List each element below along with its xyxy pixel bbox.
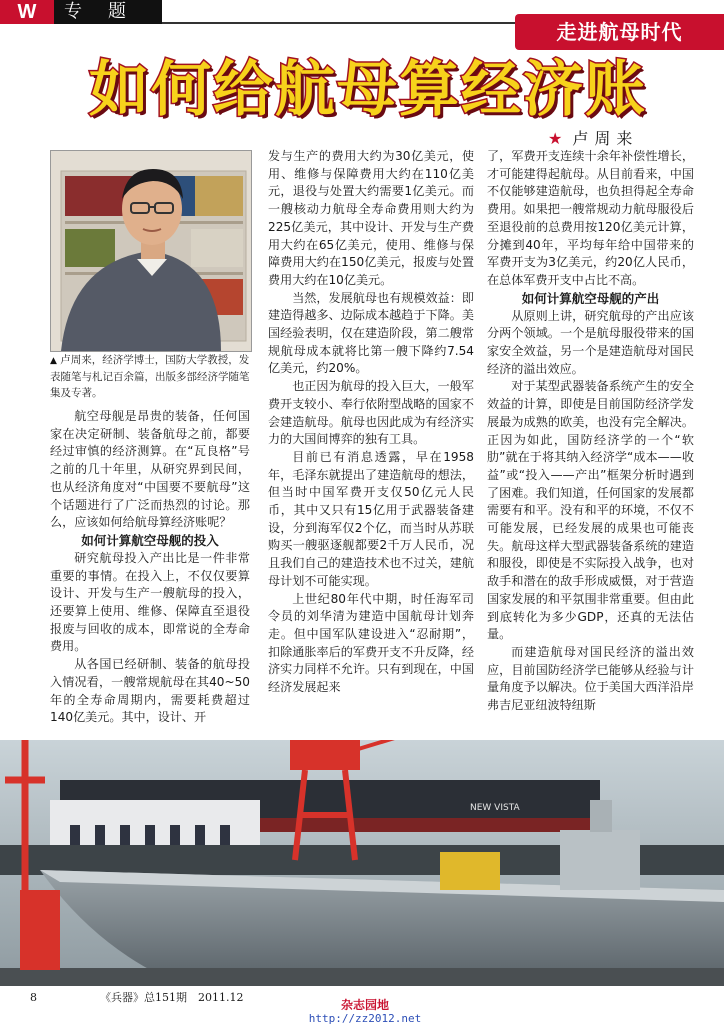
paragraph: 从原则上讲，研究航母的产出应该分两个领域。一个是航母服役带来的国家安全效益，另一个是建造航母对国民经济的溢出效应。 <box>487 308 694 376</box>
paragraph: 发与生产的费用大约为30亿美元，使用、维修与保障费用大约在110亿美元，退役与处置大约需要1亿美元。而一艘核动力航母全寿命费用则大约为225亿美元，其中设计、开发与生产费用大约在65亿美元，使用、维修与保障费用大约在150亿美元，报废与处置费用大约在10亿美元。 <box>268 149 474 287</box>
watermark-url[interactable]: http://zz2012.net <box>308 1012 422 1025</box>
author-photo <box>50 150 252 352</box>
paragraph: 目前已有消息透露，早在1958年，毛泽东就提出了建造航母的想法，但当时中国军费开支仅50亿元人民币，其中又只有15亿用于武器装备建设，分到海军仅2个亿，而当时从苏联购买一艘驱逐舰都要2千万人民币，况且我们自己的建造技术也不过关，建航母计划不可能实现。 <box>268 449 474 588</box>
watermark-name: 杂志园地 <box>340 998 389 1012</box>
paragraph: 了，军费开支连续十余年补偿性增长，才可能建得起航母。从目前看来，中国不仅能够建造航母，也负担得起全寿命费用。如果把一艘常规动力航母服役后至退役前的总费用按120亿美元计算，分摊到40年，平均每年给中国带来的军费开支为3亿美元，约20亿人民币，在总体军费开支中占比不高。 <box>487 149 694 287</box>
section-tag-label: 专题 <box>54 0 162 24</box>
article-title: 如何给航母算经济账 <box>89 55 647 125</box>
paragraph: 航空母舰是昂贵的装备，任何国家在决定研制、装备航母之前，都要经过审慎的经济测算。在“瓦良格”号之前的几十年里，从研究界到民间，也从经济角度对“中国要不要航母”这个话题进行了广泛而热烈的讨论。那么，应该如何给航母算经济账呢？ <box>50 409 250 530</box>
column-3 <box>487 148 694 715</box>
star-icon: ★ <box>548 129 563 148</box>
paragraph: 从各国已经研制、装备的航母投入情况看，一艘常规航母在其40~50年的全寿命周期内，需要耗费超过140亿美元。其中，设计、开 <box>50 657 250 725</box>
subheading-input: 如何计算航空母舰的投入 <box>81 532 219 548</box>
ship-hull-text: NEW VISTA <box>470 803 520 813</box>
carrier-photo-illustration <box>0 740 724 986</box>
author-photo-illustration <box>51 151 251 351</box>
watermark <box>300 998 430 1026</box>
paragraph: 当然，发展航母也有规模效益：即建造得越多、边际成本越趋于下降。美国经验表明，仅在建造阶段，第二艘常规航母成本就将比第一艘下降约7.54亿美元，约20%。 <box>268 290 474 376</box>
photo-caption <box>50 352 255 402</box>
paragraph: 对于某型武器装备系统产生的安全效益的计算，即使是目前国防经济学发展最为成熟的欧美，也没有完全解决。正因为如此，国防经济学的一个“软肋”就在于将其纳入经济学“成本——收益”或“投入——产出”框架分析时遇到了困难。我们知道，任何国家的发展都需要有和平。没有和平的环境，不仅不可能发展，已经发展的成果也可能丧失。航母这样大型武器装备系统的建造和服役，即使是不实际投入战争，也对敌手和潜在的敌手形成威慑，对于营造国家发展的和平氛围非常重要。但由此到底转化为多少GDP，还真的无法估量。 <box>487 379 694 642</box>
series-banner: 走进航母时代 <box>515 14 724 50</box>
column-1 <box>50 408 250 727</box>
paragraph: 也正因为航母的投入巨大，一般军费开支较小、奉行依附型战略的国家不会建造航母。航母也因此成为有经济实力的大国间博弈的独有工具。 <box>268 379 474 447</box>
subheading-output: 如何计算航空母舰的产出 <box>521 290 660 306</box>
triangle-icon: ▲ <box>50 356 57 366</box>
issue-info: 《兵器》总151期 2011.12 <box>100 991 244 1004</box>
section-tag-letter: W <box>0 0 54 24</box>
paragraph: 上世纪80年代中期，时任海军司令员的刘华清为建造中国航母计划奔走。但中国军队建设进入“忍耐期”，扣除通胀率后的军费开支不升反降，经济实力同样不允许。只有到现在，中国经济发展起来 <box>268 591 474 695</box>
carrier-photo <box>0 740 724 986</box>
paragraph: 研究航母投入产出比是一件非常重要的事情。在投入上，不仅仅要算设计、开发与生产一艘航母的投入，还要算上使用、维修、保障直至退役报废与回收的成本，即常说的全寿命费用。 <box>50 550 250 654</box>
caption-text: 卢周来，经济学博士，国防大学教授，发表随笔与札记百余篇，出版多部经济学随笔集及专著。 <box>50 354 250 399</box>
author-name: 卢周来 <box>572 129 639 148</box>
paragraph: 而建造航母对国民经济的溢出效应，目前国防经济学已能够从经验与计量角度予以解决。位于美国大西洋沿岸弗吉尼亚纽波特纽斯 <box>487 644 694 713</box>
author-byline <box>548 128 698 150</box>
page-number: 8 <box>30 991 37 1004</box>
column-2 <box>268 148 474 697</box>
